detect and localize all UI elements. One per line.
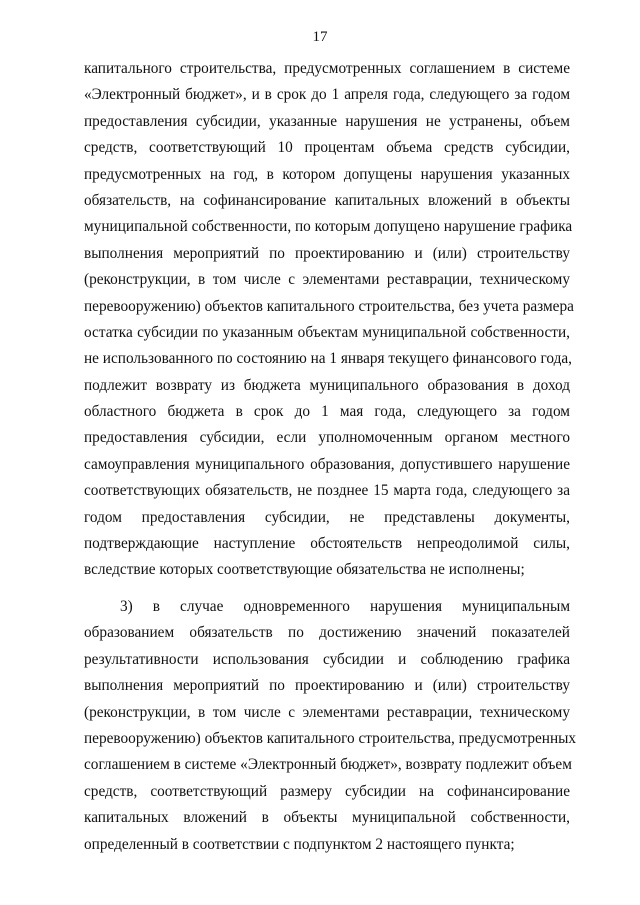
text-line: определенный в соответствии с подпунктом 2 настоящего пункта; bbox=[84, 835, 515, 853]
text-line: перевооружению) объектов капитального строительства, предусмотренных bbox=[84, 729, 577, 747]
text-line: остатка субсидии по указанным объектам муниципальной собственности, bbox=[84, 323, 570, 341]
text-line: самоуправления муниципального образования, допустившего нарушение bbox=[84, 455, 570, 473]
text-line: перевооружению) объектов капитального строительства, без учета размера bbox=[84, 297, 574, 315]
page-number: 17 bbox=[312, 29, 328, 45]
text-line: (реконструкции, в том числе с элементами реставрации, техническому bbox=[84, 703, 570, 721]
text-line: средств, соответствующий размеру субсидии на софинансирование bbox=[84, 782, 570, 800]
text-line: (реконструкции, в том числе с элементами реставрации, техническому bbox=[84, 271, 570, 289]
text-line: муниципальной собственности, по которым допущено нарушение графика bbox=[84, 218, 573, 236]
paragraph-continuation bbox=[84, 56, 574, 584]
text-line: областного бюджета в срок до 1 мая года, следующего за годом bbox=[84, 403, 570, 421]
text-line: соглашением в системе «Электронный бюджет», возврату подлежит объем bbox=[84, 756, 572, 774]
text-line: образованием обязательств по достижению значений показателей bbox=[84, 624, 570, 642]
text-line: выполнения мероприятий по проектированию и (или) строительству bbox=[84, 677, 570, 695]
text-line: результативности использования субсидии и соблюдению графика bbox=[84, 650, 570, 668]
text-line: средств, соответствующий 10 процентам объема средств субсидии, bbox=[84, 139, 570, 157]
text-line: предусмотренных на год, в котором допущены нарушения указанных bbox=[84, 165, 570, 183]
text-line: предоставления субсидии, если уполномоченным органом местного bbox=[84, 429, 570, 447]
text-line: вследствие которых соответствующие обязательства не исполнены; bbox=[84, 561, 525, 579]
paragraph-item-3 bbox=[84, 594, 577, 858]
text-line: подлежит возврату из бюджета муниципального образования в доход bbox=[84, 376, 570, 394]
text-line: годом предоставления субсидии, не представлены документы, bbox=[84, 508, 570, 526]
text-line: 3) в случае одновременного нарушения муниципальным bbox=[120, 598, 570, 615]
text-line: обязательств, на софинансирование капитальных вложений в объекты bbox=[84, 191, 570, 209]
text-line: подтверждающие наступление обстоятельств непреодолимой силы, bbox=[84, 535, 570, 553]
text-line: выполнения мероприятий по проектированию и (или) строительству bbox=[84, 244, 570, 262]
text-line: «Электронный бюджет», и в срок до 1 апреля года, следующего за годом bbox=[84, 86, 570, 104]
text-line: предоставления субсидии, указанные нарушения не устранены, объем bbox=[84, 112, 570, 130]
text-line: соответствующих обязательств, не позднее 15 марта года, следующего за bbox=[84, 482, 570, 500]
text-line: капитального строительства, предусмотренных соглашением в системе bbox=[84, 60, 570, 77]
text-line: не использованного по состоянию на 1 января текущего финансового года, bbox=[84, 350, 572, 368]
text-line: капитальных вложений в объекты муниципальной собственности, bbox=[84, 809, 570, 827]
